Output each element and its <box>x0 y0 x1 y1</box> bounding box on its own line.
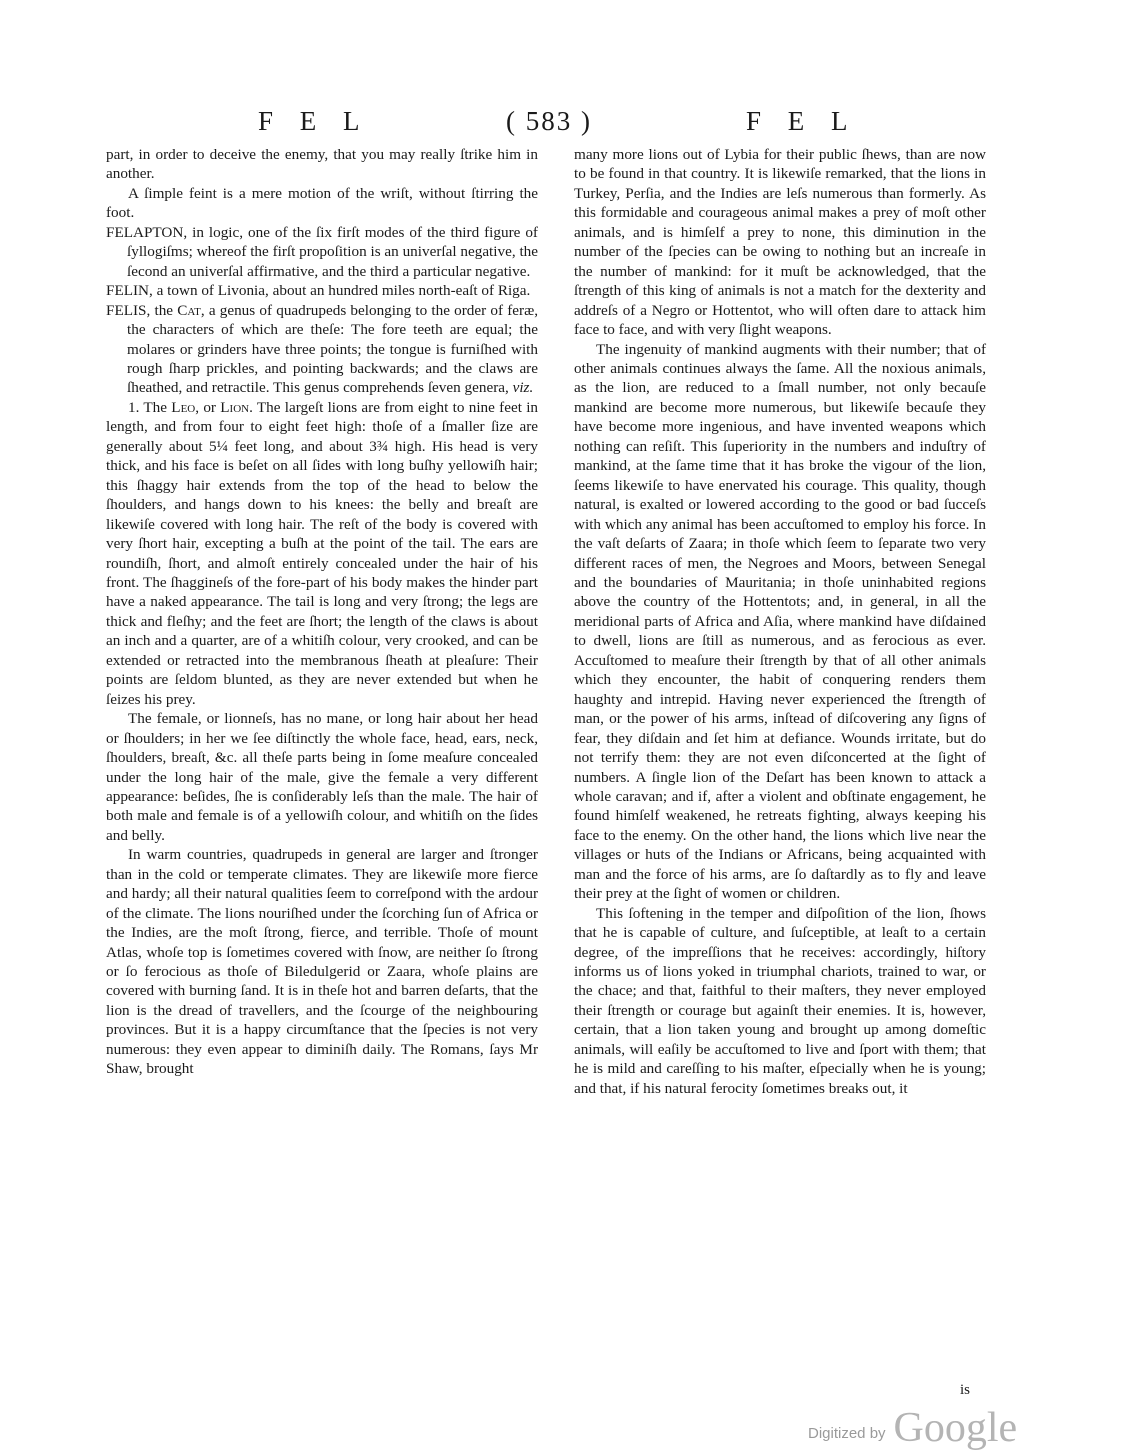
paragraph-continuation: part, in order to deceive the enemy, that you may really ſtrike him in another. <box>106 146 538 183</box>
paragraph-softening: This ſoftening in the temper and diſpoſition of the lion, ſhows that he is capable of culture, and ſuſceptible, at leaſt to a certain degree, of the impreſſions that he receives: accordingly, hiſtory informs us of lions yoked in triumphal chariots, trained to war, or the chace; and that, faithful to their maſters, they never employed their ſtrength or courage but againſt their enemies. It is, however, certain, that a lion taken young and brought up among domeſtic animals, will eaſily be accuſtomed to live and ſport with them; that he is mild and careſſing to his maſter, eſpecially when he is young; and that, if his natural ferocity ſometimes breaks out, it <box>574 904 986 1097</box>
catchword: is <box>960 1382 971 1398</box>
digitized-watermark <box>808 1404 1017 1452</box>
entry-felin: FELIN, a town of Livonia, about an hundred miles north-eaſt of Riga. <box>106 282 531 300</box>
right-column <box>574 145 986 1098</box>
felis-head: FELIS, the <box>106 301 178 319</box>
left-column <box>106 145 538 1079</box>
entry-felapton: FELAPTON, in logic, one of the ſix firſt modes of the third figure of ſyllogiſms; whereof the firſt propoſition is an univerſal negative, the ſecond an univerſal affirmative, and the third a particular negative. <box>106 223 538 280</box>
page-header <box>0 106 1139 142</box>
google-logo: Google <box>893 1405 1018 1451</box>
lion-label: Lion <box>220 398 250 416</box>
page-number: ( 583 ) <box>506 106 592 136</box>
header-left-running-head: F E L <box>258 106 370 136</box>
felis-viz: viz. <box>512 379 534 397</box>
paragraph-warm-countries: In warm countries, quadrupeds in general are larger and ſtronger than in the cold or temperate climates. They are likewiſe more fierce and hardy; all their natural qualities ſeem to correſpond with the ardour of the climate. The lions nouriſhed under the ſcorching ſun of Africa or the Indies, are the moſt ſtrong, fierce, and terrible. Thoſe of mount Atlas, whoſe top is ſometimes covered with ſnow, are neither ſo ſtrong or ſo ferocious as thoſe of Biledulgerid or Zaara, whoſe plains are covered with burning ſand. It is in theſe hot and barren deſarts, that the lion is the dread of travellers, and the ſcourge of the neighbouring provinces. But it is a happy circumſtance that the ſpecies is not very numerous: they even appear to diminiſh daily. The Romans, ſays Mr Shaw, brought <box>106 846 538 1078</box>
paragraph-lybia: many more lions out of Lybia for their public ſhews, than are now to be found in that country. It is likewiſe remarked, that the lions in Turkey, Perſia, and the Indies are leſs numerous than formerly. As this formidable and courageous animal makes a prey of moſt other animals, and is himſelf a prey to none, this diminution in the number of the ſpecies can be owing to nothing but an increaſe in the number of mankind: for it muſt be acknowledged, that the ſtrength of this king of animals is not a match for the dexterity and addreſs of a Negro or Hottentot, who will often dare to attack him face to face, and with very ſlight weapons. <box>574 146 986 339</box>
entry-felis <box>106 301 538 398</box>
leo-number: 1. The <box>128 398 172 416</box>
paragraph-ingenuity: The ingenuity of mankind augments with their number; that of other animals continues always the ſame. All the noxious animals, as the lion, are reduced to a ſmall number, not only becauſe mankind are become more numerous, but likewiſe becauſe they have become more ingenious, and have invented weapons which nothing can reſiſt. This ſuperiority in the numbers and induſtry of mankind, at the ſame time that it has broke the vigour of the lion, ſeems likewiſe to have enervated his courage. This quality, though natural, is exalted or lowered according to the good or bad ſucceſs with which any animal has been accuſtomed to employ his force. In the vaſt deſarts of Zaara; in thoſe which ſeem to ſeparate two very different races of men, the Negroes and Moors, between Senegal and the boundaries of Mauritania; in thoſe uninhabited regions above the country of the Hottentots; and, in general, in all the meridional parts of Africa and Aſia, where mankind have diſdained to dwell, lions are ſtill as numerous, and as ferocious as ever. Accuſtomed to meaſure their ſtrength by that of all other animals which they encounter, the habit of conquering renders them haughty and intrepid. Having never experienced the ſtrength of man, or the power of his arms, inſtead of diſcovering any ſigns of fear, they diſdain and ſet him at defiance. Wounds irritate, but do not terrify them: they are not even diſconcerted at the ſight of numbers. A ſingle lion of the Deſart has been known to attack a whole caravan; and if, after a violent and obſtinate engagement, he found himſelf weakened, he retreats fighting, always keeping his face to the enemy. On the other hand, the lions which live near the villages or huts of the Indians or Africans, being acquainted with man and the force of his arms, are ſo daſtardly as to fly and leave their prey at the ſight of women or children. <box>574 340 986 903</box>
paragraph-leo-lion <box>106 398 538 709</box>
felis-cat: Cat <box>177 301 201 319</box>
paragraph-lioness: The female, or lionneſs, has no mane, or long hair about her head or ſhoulders; in her we ſee diſtinctly the whole face, head, ears, neck, ſhoulders, breaſt, &c. all theſe parts being in ſome meaſure concealed under the long hair of the male, give the female a very different appearance: beſides, ſhe is conſiderably leſs than the male. The hair of both male and female is of a yellowiſh colour, and whitiſh on the ſides and belly. <box>106 710 538 844</box>
digitized-by-label: Digitized by <box>808 1425 886 1442</box>
felis-text: , a genus of quadrupeds belonging to the order of feræ, the characters of which are theſe: The fore teeth are equal; the molares or grinders have three points; the tongue is furniſhed with rough ſharp prickles, and pointing backwards; and the claws are ſheathed, and retractile. This genus comprehends ſeven genera, <box>127 301 538 397</box>
header-right-running-head: F E L <box>746 106 858 136</box>
paragraph-simple-feint: A ſimple feint is a mere motion of the wriſt, without ſtirring the foot. <box>106 184 538 222</box>
leo-label: Leo <box>171 398 196 416</box>
leo-text: . The largeſt lions are from eight to nine feet in length, and from four to eight feet high: thoſe of a ſmaller ſize are generally about 5¼ feet long, and about 3¾ high. His head is very thick, and his face is beſet on all ſides with long buſhy yellowiſh hair; this ſhaggy hair extends from the top of the head to below the ſhoulders, and hangs down to his knees: the belly and breaſt are likewiſe covered with long hair. The reſt of the body is covered with very ſhort hair, excepting a buſh at the point of the tail. The ears are roundiſh, ſhort, and almoſt entirely concealed under the hair of his front. The ſhaggineſs of the fore-part of his body makes the hinder part have a naked appearance. The tail is long and very ſtrong; the legs are thick and fleſhy; and the feet are ſhort; the length of the claws is about an inch and a quarter, are of a whitiſh colour, very crooked, and can be extended or retracted into the membranous ſheath at pleaſure: Their points are ſeldom blunted, as they are never extended but when he ſeizes his prey. <box>106 398 539 708</box>
leo-or: , or <box>195 398 221 416</box>
